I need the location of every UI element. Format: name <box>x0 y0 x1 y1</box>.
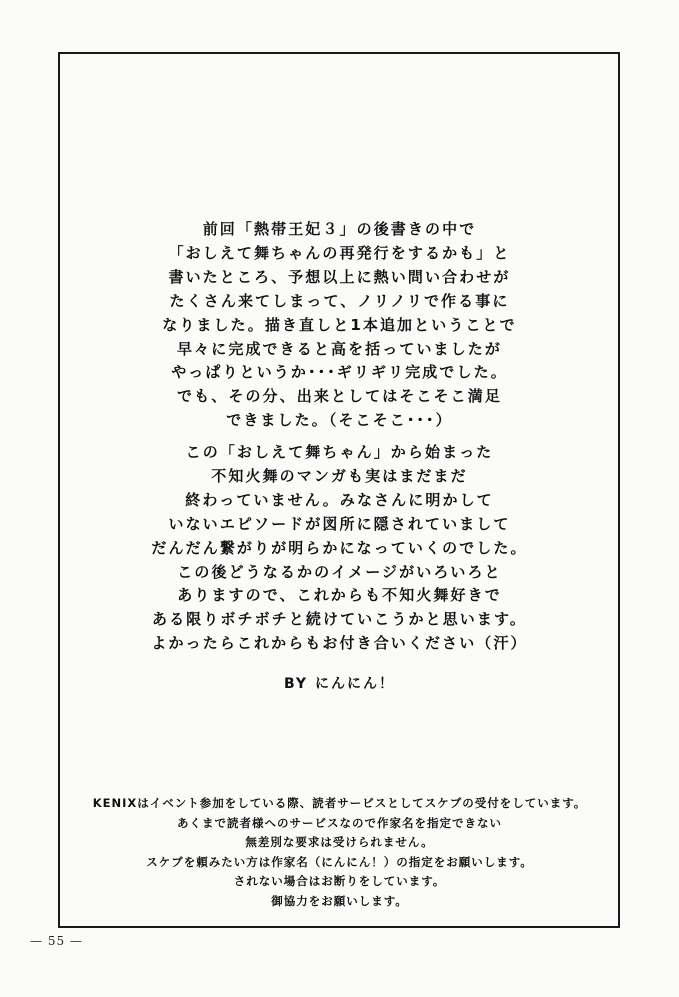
notice-line: スケブを頼みたい方は作家名（にんにん！）の指定をお願いします。 <box>146 854 533 869</box>
notice-line: あくまで読者様へのサービスなので作家名を指定できない <box>177 815 502 830</box>
notice-line: 御協力をお願いします。 <box>271 893 408 908</box>
text-line: この「おしえて舞ちゃん」から始まった <box>185 443 494 461</box>
notice-line: 無差別な要求は受けられません。 <box>245 835 434 850</box>
text-line: よかったらこれからもお付き合いください（汗） <box>151 634 528 653</box>
notice-line: されない場合はお断りをしています。 <box>233 874 446 889</box>
text-line: 不知火舞のマンガも実はまだまだ <box>211 466 468 485</box>
text-line: だんだん繋がりが明らかになっていくのでした。 <box>151 538 528 557</box>
text-line: 早々に完成できると高を括っていましたが <box>177 339 502 358</box>
text-line: たくさん来てしまって、ノリノリで作る事に <box>169 291 510 310</box>
author-signature: BY にんにん！ <box>284 676 395 692</box>
text-line: 終わっていません。みなさんに明かして <box>185 490 494 509</box>
text-line: 「おしえて舞ちゃんの再発行をするかも」と <box>168 243 511 262</box>
text-line: ある限りボチボチと続けていこうかと思います。 <box>151 610 527 629</box>
text-line: この後どうなるかのイメージがいろいろと <box>177 562 502 581</box>
text-line: ありますので、これからも不知火舞好きで <box>177 586 502 605</box>
text-line: なりました。描き直しと1本追加ということで <box>162 315 517 334</box>
afterword-paragraph-1 <box>0 218 679 433</box>
sketchbook-notice <box>0 794 679 912</box>
text-line: 前回「熱帯王妃３」の後書きの中で <box>202 220 477 238</box>
text-line: いないエピソードが図所に隠されていまして <box>168 514 511 533</box>
text-line: できました。（そこそこ･･･） <box>226 411 453 430</box>
notice-line: KENIXはイベント参加をしている際、読者サービスとしてスケブの受付をしています。 <box>92 796 587 810</box>
text-line: やっぱりというか･･･ギリギリ完成でした。 <box>171 363 508 382</box>
afterword-paragraph-2 <box>0 441 679 656</box>
text-line: でも、その分、出来としてはそこそこ満足 <box>177 387 502 406</box>
page-number: — 55 — <box>30 934 83 948</box>
text-line: 書いたところ、予想以上に熱い問い合わせが <box>168 267 511 286</box>
